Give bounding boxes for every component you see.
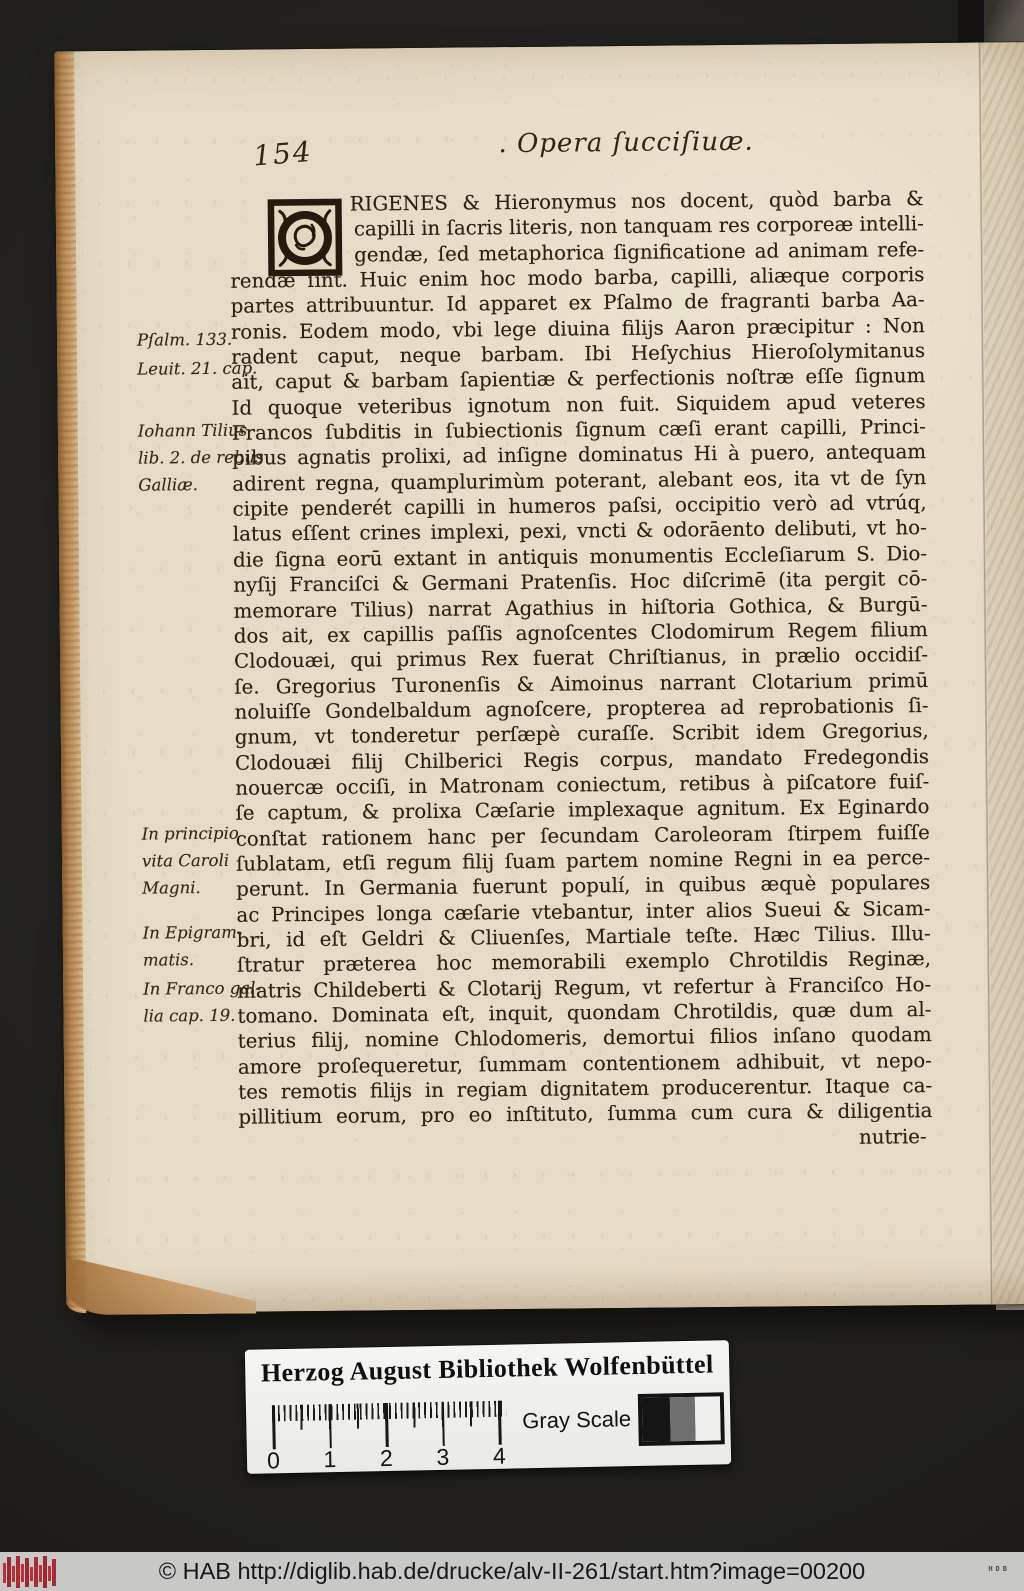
text-line: capilli in ſacris literis, non tanquam res corporeæ intelli-	[353, 212, 924, 241]
cm-tick-bar	[441, 1402, 444, 1446]
cm-tick	[323, 1403, 386, 1473]
swatch-gray	[670, 1397, 696, 1441]
text-line: ſtratur præterea hoc memorabili exemplo Chrotildis Reginæ,	[236, 947, 932, 978]
leaf-edges-bottom	[66, 1258, 257, 1316]
cm-tick	[436, 1401, 499, 1471]
catchword: nutrie-	[858, 1125, 927, 1149]
cm-tick-bar	[328, 1404, 331, 1448]
margin-note-line: Galliæ.	[138, 475, 199, 495]
leaf-edges-left	[54, 51, 86, 1313]
cm-tick-number: 2	[379, 1444, 394, 1472]
cm-tick	[379, 1402, 443, 1472]
margin-note-line: lib. 2. de rebus	[138, 447, 264, 468]
text-line: tomano. Dominata eſt, inquit, quondam Chrotildis, quæ dum al-	[237, 998, 932, 1028]
text-line: dos ait, ex capillis paſſis agnoſcentes Clodomirum Regem filium	[233, 617, 928, 648]
text-line: memorare Tilius) narrat Agathius in hiſtoria Gothica, & Burgū-	[233, 592, 928, 623]
swatch-black	[642, 1397, 671, 1442]
text-line: nyſij Franciſci & Germani Pratenſis. Hoc diſcrimē (ita pergit cō-	[233, 567, 928, 597]
margin-note-line: In Franco gal-	[143, 978, 262, 999]
text-line: die ſigna eorū extant in antiquis monumentis Eccleſiarum S. Dio-	[232, 541, 928, 572]
running-header: . Opera ſucciſiuæ.	[498, 126, 754, 160]
text-line: ac Principes longa cæſarie vtebantur, inter alios Sueui & Sicam-	[236, 896, 931, 927]
text-line: ronis. Eodem modo, vbi lege diuina filijs Aaron præcipitur : Non	[230, 313, 925, 344]
gray-scale-swatches	[638, 1392, 725, 1446]
gray-scale-label: Gray Scale	[522, 1406, 632, 1434]
text-line: nouercæ occiſi, in Matronam coniectum, retibus à piſcatore fuiſ-	[235, 769, 930, 800]
text-line: adirent regna, quamplurimùm poterant, alebant eos, ita vt de ſyn	[232, 465, 927, 496]
text-line: gendæ, ſed metaphorica ſignificatione ad animam refe-	[354, 237, 925, 267]
text-line: partes attribuuntur. Id apparet ex Pſalmo de fragranti barba Aa-	[230, 288, 925, 319]
library-name: Herzog August Bibliothek Wolfenbüttel	[260, 1349, 714, 1388]
text-line: radent caput, neque barbam. Ibi Heſychius Hieroſolymitanus	[231, 339, 926, 369]
text-line: rendæ ſint. Huic enim hoc modo barba, capilli, aliæque corporis	[230, 263, 925, 293]
margin-note-line: matis.	[142, 950, 195, 970]
margin-note	[137, 354, 285, 382]
text-line: Clodouæi filij Chilberici Regis corpus, mandato Fredegondis	[234, 744, 930, 775]
cm-tick-bar	[272, 1405, 275, 1449]
text-line: ſe. Gregorius Turonenſis & Aimoinus narrant Clotarium primū	[234, 668, 929, 699]
cm-tick-number: 4	[492, 1442, 507, 1469]
copyright-url: © HAB http://diglib.hab.de/drucke/alv-II-261/start.htm?image=00200	[158, 1558, 866, 1584]
text-line: matris Childeberti & Clotarij Regum, vt refertur à Franciſco Ho-	[237, 972, 932, 1003]
library-ruler-card	[245, 1340, 731, 1474]
text-line: pibus agnatis prolixi, ad inſigne dominatus Hi à puero, antequam	[231, 440, 927, 471]
margin-note-line: Magni.	[142, 878, 201, 898]
text-line: latus eſſent crines implexi, pexi, vncti & odorāento delibuti, vt ho-	[232, 516, 927, 547]
cm-tick-bar	[498, 1401, 501, 1445]
corner-mark: HDB	[988, 1565, 1010, 1573]
cm-tick	[266, 1404, 330, 1474]
text-line: ait, caput & barbam ſapientiæ & perfectionis noſtræ eſſe ſignum	[231, 364, 926, 395]
body-text-block	[230, 186, 933, 1130]
text-line: ſe captum, & prolixa Cæſarie implexaque agnitum. Ex Eginardo	[235, 795, 930, 825]
margin-note	[142, 819, 291, 901]
footer-strip	[0, 1552, 1024, 1591]
margin-note	[137, 325, 285, 353]
cm-tick-number: 0	[266, 1447, 281, 1474]
cm-ticks	[266, 1400, 556, 1474]
text-line: Clodouæi, qui primus Rex fuerat Chriſtianus, in prælio occidiſ-	[233, 643, 929, 673]
cm-ruler	[266, 1400, 523, 1474]
cm-tick-number: 3	[436, 1443, 450, 1471]
text-line: noluiſſe Gondelbaldum agnoſcere, propterea ad reprobationis ſi-	[234, 693, 929, 724]
cm-tick-bar	[385, 1403, 388, 1447]
swatch-white	[695, 1396, 721, 1440]
margin-note-line: Leuit. 21. cap.	[137, 358, 258, 379]
text-line: conſtat rationem hanc per ſecundam Caroleoram ſtirpem fuiſſe	[235, 820, 930, 851]
margin-note-line: In principio	[141, 823, 239, 844]
scanned-book-page	[54, 42, 1024, 1313]
margin-note	[143, 918, 292, 973]
margin-note-line: Pſalm. 133.	[136, 329, 233, 350]
margin-note	[138, 416, 287, 498]
cm-tick-number: 1	[323, 1446, 337, 1473]
text-line: terius filij, nomine Chlodomeris, demortui filios inſano quodam	[237, 1023, 932, 1054]
catchword-row	[239, 1124, 933, 1156]
text-line: cipite penderét capilli in humeros paſsi, occipitio verò ad vtrúq,	[232, 491, 927, 521]
margin-note-line: vita Caroli	[141, 850, 230, 871]
text-line: bri, id eſt Geldri & Cliuenſes, Martiale teſte. Hæc Tilius. Illu-	[236, 922, 931, 952]
text-line: Francos ſubditis in ſubiectionis ſignum cæſi erant capilli, Princi-	[231, 415, 926, 445]
text-line: tes remotis filijs in regiam dignitatem producerentur. Itaque ca-	[238, 1074, 933, 1104]
text-line: RIGENES & Hieronymus nos docent, quòd barba &	[349, 187, 924, 216]
text-line: perunt. In Germania fuerunt populí, in quibus æquè populares	[236, 871, 931, 901]
text-line: amore proſequeretur, ſummam contentionem adhibuit, vt nepo-	[237, 1048, 933, 1079]
margin-note-line: In Epigram-	[142, 922, 243, 943]
text-line: pillitium eorum, pro eo inſtituto, ſumma cum cura & diligentia	[238, 1099, 933, 1130]
text-line: gnum, vt tonderetur perſæpè curaſſe. Scribit idem Gregorius,	[234, 719, 929, 749]
margin-note	[143, 974, 292, 1029]
text-line: Id quoque veteribus ignotum non fuit. Siquidem apud veteres	[231, 389, 926, 420]
text-line: ſublatam, etſi regum filij ſuam partem nomine Regni in ea perce-	[235, 845, 931, 876]
margin-note-line: Iohann Tilius	[137, 420, 248, 441]
page-number: 154	[251, 134, 314, 173]
margin-note-line: lia cap. 19.	[143, 1005, 236, 1026]
